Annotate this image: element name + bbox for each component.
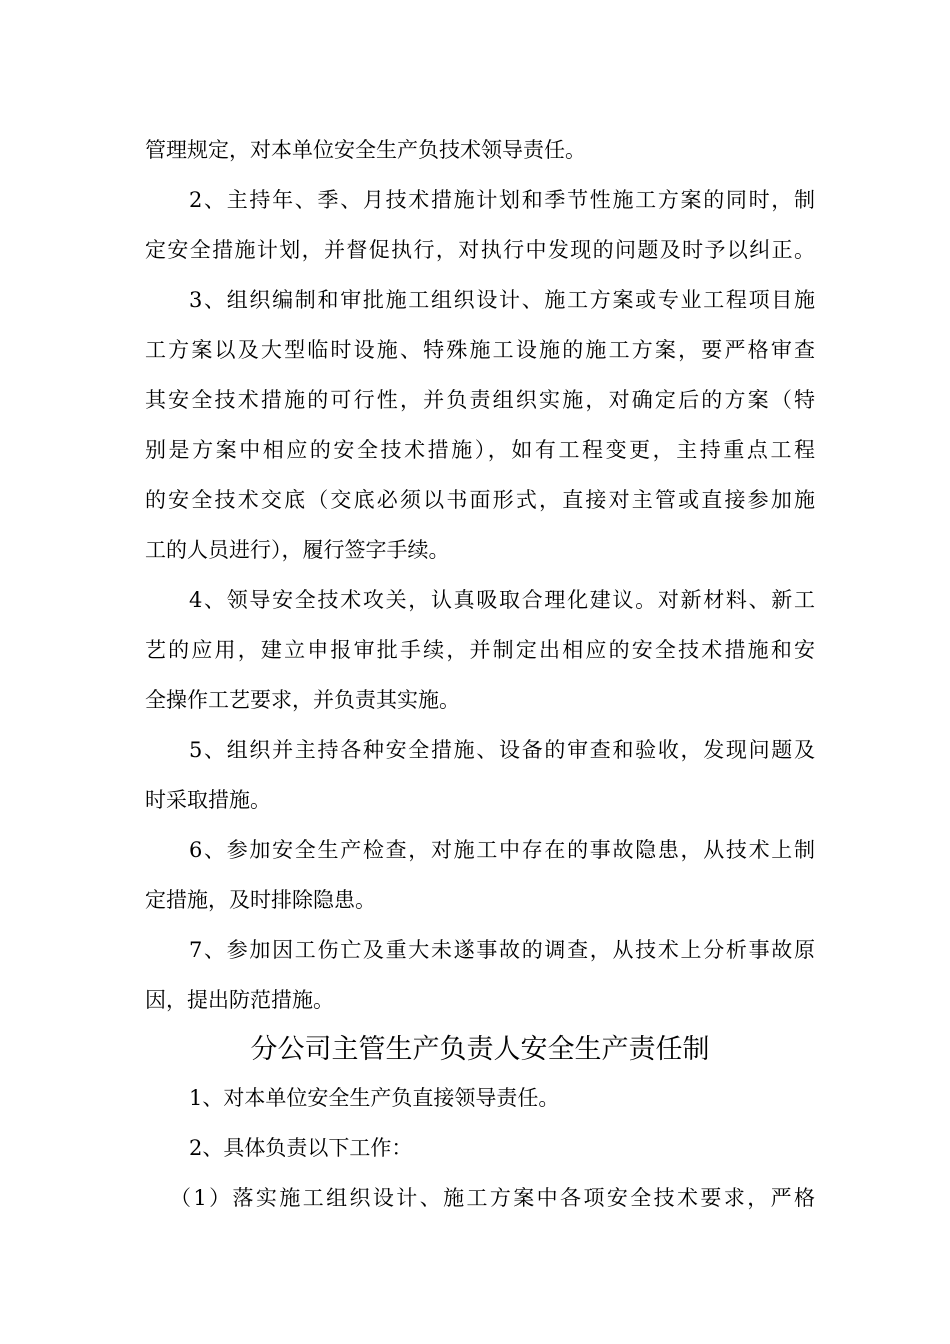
paragraph-line: 工方案以及大型临时设施、特殊施工设施的施工方案，要严格审查 (145, 338, 815, 362)
paragraph-line: 全操作工艺要求，并负责其实施。 (145, 688, 460, 712)
paragraph-line: 的安全技术交底（交底必须以书面形式，直接对主管或直接参加施 (145, 488, 815, 512)
paragraph-line: 2、具体负责以下工作： (189, 1136, 413, 1160)
paragraph-line: 管理规定，对本单位安全生产负技术领导责任。 (145, 138, 586, 162)
paragraph-line: 别是方案中相应的安全技术措施），如有工程变更，主持重点工程 (145, 438, 815, 462)
paragraph-line: 3、组织编制和审批施工组织设计、施工方案或专业工程项目施 (189, 288, 815, 312)
paragraph-line: 定安全措施计划，并督促执行，对执行中发现的问题及时予以纠正。 (145, 238, 815, 262)
paragraph-line: 4、领导安全技术攻关，认真吸取合理化建议。对新材料、新工 (189, 588, 815, 612)
paragraph-line: 定措施，及时排除隐患。 (145, 888, 376, 912)
paragraph-line: 工的人员进行），履行签字手续。 (145, 538, 450, 562)
paragraph-line: （1）落实施工组织设计、施工方案中各项安全技术要求，严格 (170, 1186, 815, 1210)
paragraph-line: 因，提出防范措施。 (145, 988, 334, 1012)
paragraph-line: 1、对本单位安全生产负直接领导责任。 (189, 1086, 560, 1110)
paragraph-line: 7、参加因工伤亡及重大未遂事故的调查，从技术上分析事故原 (189, 938, 815, 962)
paragraph-line: 时采取措施。 (145, 788, 271, 812)
paragraph-line: 其安全技术措施的可行性，并负责组织实施，对确定后的方案（特 (145, 388, 815, 412)
paragraph-line: 艺的应用，建立申报审批手续，并制定出相应的安全技术措施和安 (145, 638, 815, 662)
section-heading: 分公司主管生产负责人安全生产责任制 (250, 1034, 710, 1065)
paragraph-line: 2、主持年、季、月技术措施计划和季节性施工方案的同时，制 (189, 188, 815, 212)
paragraph-line: 6、参加安全生产检查，对施工中存在的事故隐患，从技术上制 (189, 838, 815, 862)
paragraph-line: 5、组织并主持各种安全措施、设备的审查和验收，发现问题及 (189, 738, 815, 762)
